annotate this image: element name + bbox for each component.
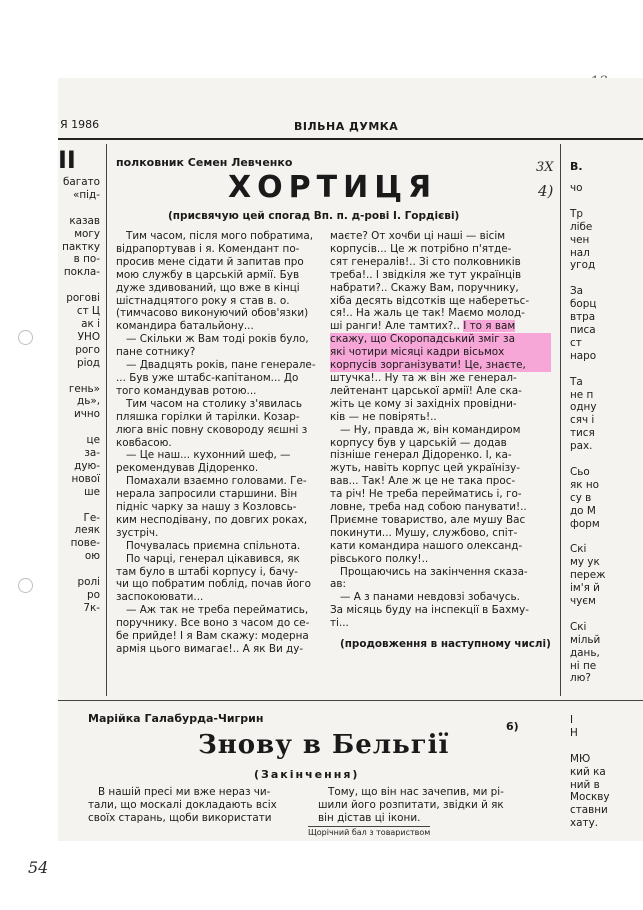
text-span: ші ранги! Але тамтих?.. <box>330 320 464 333</box>
article-line: Тому, що він нас зачепив, ми рі- <box>328 786 504 798</box>
fragment-line: ний в <box>570 778 600 791</box>
fragment-line: за- <box>84 447 100 460</box>
fragment-line: наро <box>570 349 597 362</box>
fragment-line: су в <box>570 491 592 504</box>
article-line: рівського полку!.. <box>330 552 429 565</box>
article-line <box>330 320 551 333</box>
article-line: покинути... Мушу, службово, спіт- <box>330 526 518 539</box>
fragment-line: кий ка <box>570 765 606 778</box>
fragment-line: 7к- <box>83 601 100 614</box>
handwritten-side-note: 3Х <box>536 160 554 175</box>
article-dedication: (присвячую цей спогад Вп. п. д-рові І. Гордієві) <box>168 210 460 222</box>
fragment-line <box>570 608 606 621</box>
article-line: ловне, треба над собою панувати!.. <box>330 501 527 514</box>
article-line: корпусу був у царській — додав <box>330 436 507 449</box>
fragment-line: рогові <box>66 292 100 305</box>
fragment-line: ролі <box>77 576 100 589</box>
fragment-line: ріод <box>76 356 100 369</box>
fragment-line: За <box>570 285 584 298</box>
article-column-1 <box>116 230 316 656</box>
article-line: скажу, що Скоропадський зміг за <box>330 333 551 346</box>
fragment-line: борц <box>570 298 597 311</box>
fragment-line: ім'я й <box>570 582 600 595</box>
fragment-line: могу <box>74 227 100 240</box>
fragment-line: ст <box>570 336 582 349</box>
article-line: набрати?.. Скажу Вам, поручнику, <box>330 281 519 294</box>
article-line: ав: <box>330 578 346 591</box>
handwritten-side-note-2: 4) <box>538 182 554 200</box>
masthead-newspaper: ВІЛЬНА ДУМКА <box>294 120 399 133</box>
article-line: бе прийде! І я Вам скажу: модерна <box>116 630 309 643</box>
fragment-line: ні пе <box>570 659 597 672</box>
fragment-line: в по- <box>73 253 100 266</box>
article-line: лейтенант царської армії! Але ска- <box>330 384 522 397</box>
article-line: мою службу в царській армії. Був <box>116 268 300 281</box>
fragment-line: це <box>86 434 100 447</box>
fragment-line: Скі <box>570 620 587 633</box>
fragment-line: І <box>570 714 574 726</box>
fragment-line: втра <box>570 311 596 324</box>
article-line: ким несподівану, по довгих роках, <box>116 513 308 526</box>
fragment-line: нової <box>71 472 100 485</box>
right-column-fragments <box>570 182 606 685</box>
fragment-line: ше <box>84 485 100 498</box>
article2-column-2 <box>318 786 504 825</box>
article-line: пане сотнику? <box>116 346 196 359</box>
fragment-line: пактку <box>62 240 100 253</box>
article-line: По чарці, генерал цікавився, як <box>126 552 300 565</box>
binder-hole <box>18 330 33 345</box>
article-line: ковбасою. <box>116 436 172 449</box>
fragment-line: ично <box>73 408 100 421</box>
fragment-line: форм <box>570 517 600 530</box>
section-rule <box>58 700 643 701</box>
article-line: (продовження в наступному числі) <box>340 638 551 651</box>
fragment-line: угод <box>570 259 596 272</box>
article2-author: Марійка Галабурда-Чигрин <box>88 712 264 725</box>
fragment-line: нал <box>570 246 590 259</box>
right-bottom-fragments <box>570 714 610 830</box>
article-line: ... Був уже штабс-капітаном... До <box>116 371 299 384</box>
fragment-line: одну <box>570 401 597 414</box>
article-line: Тим часом, після мого побратима, <box>126 230 314 242</box>
article-line: сят генералів!.. Зі сто полковників <box>330 255 521 268</box>
fragment-line: ставни <box>570 804 608 817</box>
right-column-heading: В. <box>570 160 583 173</box>
article-line: та річ! Не треба перейматись і, го- <box>330 488 522 501</box>
fragment-line <box>570 453 606 466</box>
fragment-line: покла- <box>63 266 100 279</box>
fragment-line: чуєм <box>570 595 596 607</box>
binder-hole <box>18 578 33 593</box>
article-line: маєте? От хочби ці наші — вісім <box>330 230 506 242</box>
masthead-rule <box>58 138 643 140</box>
article-line: чи що побратим поблід, почав його <box>116 578 311 591</box>
fragment-line <box>60 202 100 215</box>
fragment-line: пове- <box>70 537 100 550</box>
fragment-line: МЮ <box>570 752 591 765</box>
fragment-line: Н <box>570 726 578 739</box>
article-line: За місяць буду на інспекції в Бахму- <box>330 604 529 617</box>
article-line: корпусів зорганізувати! Це, знаєте, <box>330 359 551 372</box>
fragment-line: УНО <box>77 330 100 343</box>
article2-subtitle: (Закінчення) <box>254 768 360 781</box>
article-line: Приємне товариство, але мушу Вас <box>330 513 526 526</box>
article-line: штучка!.. Ну та ж він же генерал- <box>330 371 517 384</box>
masthead-date: Я 1986 <box>60 118 100 131</box>
column-divider-right <box>560 144 561 696</box>
fragment-line <box>570 195 606 208</box>
fragment-line <box>60 279 100 292</box>
fragment-line: тися <box>570 427 595 440</box>
article-line: (тимчасово виконуючий обов'язки) <box>116 307 309 320</box>
article-line: ся!.. На жаль це так! Маємо молод- <box>330 307 525 320</box>
article2-title: Знову в Бельгії <box>198 730 450 760</box>
fragment-line: дую- <box>74 459 100 472</box>
fragment-line: не п <box>570 388 594 401</box>
article-author: полковник Семен Левченко <box>116 156 293 169</box>
handwritten-bottom-number: 54 <box>28 858 49 877</box>
fragment-line: лібе <box>570 220 593 233</box>
article-line: пізніше генерал Дідоренко. І, ка- <box>330 449 512 462</box>
article-line: ті... <box>330 617 349 630</box>
article-line: В нашій пресі ми вже нераз чи- <box>98 786 271 798</box>
footer-strip: Щорічний бал з товариством <box>308 828 431 837</box>
fragment-line: Тр <box>570 207 583 220</box>
fragment-line <box>60 563 100 576</box>
fragment-line: ро <box>87 589 100 601</box>
fragment-line <box>570 740 610 753</box>
article-line: там було в штабі корпусу і, бачу- <box>116 565 299 578</box>
article-line: того командував ротою... <box>116 384 257 397</box>
fragment-line: Та <box>570 375 583 388</box>
fragment-line: ак і <box>81 317 100 330</box>
left-column-heading: ІІ <box>58 146 76 174</box>
fragment-line <box>60 499 100 512</box>
article-line: тали, що москалі докладають всіх <box>88 798 277 811</box>
article-line: шістнадцятого року я став в. о. <box>116 294 290 307</box>
fragment-line: лю? <box>570 672 591 685</box>
article-line: підніс чарку за нашу з Козловсь- <box>116 501 297 514</box>
fragment-line <box>570 272 606 285</box>
fragment-line: казав <box>69 214 100 227</box>
article-line: командира батальйону... <box>116 320 254 333</box>
article-line: він дістав ці ікони. <box>318 811 421 824</box>
fragment-line: «під- <box>73 188 100 201</box>
article-line: — А з панами невдовзі зобачусь. <box>340 591 520 604</box>
article-line: шили його розпитати, звідки й як <box>318 798 504 811</box>
article-line: вав... Так! Але ж це не така прос- <box>330 475 516 488</box>
fragment-line <box>570 363 606 376</box>
fragment-line: багато <box>62 176 100 188</box>
column-divider-left <box>106 144 107 696</box>
article-line: Почувалась приємна спільнота. <box>126 539 301 552</box>
article-line: жіть це кому зі західніх провідни- <box>330 397 517 410</box>
article-line: заспокоювати... <box>116 591 204 604</box>
article-line: люга вніс повну сковороду яєшні з <box>116 423 308 436</box>
fragment-line: му ук <box>570 556 600 569</box>
article-line: корпусів... Це ж потрібно п'ятде- <box>330 242 512 255</box>
fragment-line: Ге- <box>83 511 100 524</box>
article-line: пляшка горілки й тарілки. Козар- <box>116 410 300 423</box>
article-line: нерала запросили старшини. Він <box>116 488 298 501</box>
article-line: які чотири місяці кадри вісьмох <box>330 346 551 359</box>
fragment-line: дь», <box>77 395 100 408</box>
fragment-line: рого <box>75 343 100 356</box>
fragment-line: Скі <box>570 543 587 556</box>
article-line: зустріч. <box>116 526 159 539</box>
fragment-line: як но <box>570 478 599 491</box>
fragment-line: Сьо <box>570 465 590 478</box>
article-title: ХОРТИЦЯ <box>228 170 438 205</box>
article-line: армія цього вимагає!.. А як Ви ду- <box>116 643 304 655</box>
left-column-fragments <box>60 176 100 615</box>
fragment-line: гень» <box>68 382 100 395</box>
fragment-line: чен <box>570 233 590 246</box>
article-line: — Це наш... кухонний шеф, — <box>126 449 291 462</box>
fragment-line: мільй <box>570 633 601 646</box>
article-line: відрапортував і я. Комендант по- <box>116 242 300 255</box>
fragment-line: переж <box>570 569 606 582</box>
article2-column-1 <box>88 786 277 825</box>
fragment-line <box>570 530 606 543</box>
article-line: своїх старань, щоби використати <box>88 811 272 824</box>
highlighted-text: І то я вам <box>463 320 516 333</box>
fragment-line: сяч і <box>570 414 595 427</box>
article-line: рекомендував Дідоренко. <box>116 462 259 475</box>
fragment-line: дань, <box>570 646 600 659</box>
fragment-line: до М <box>570 504 596 517</box>
article-line: дуже здивований, що вже в кінці <box>116 281 300 294</box>
article-line: Тим часом на столику з'явилась <box>126 397 303 410</box>
article-line: Прощаючись на закінчення сказа- <box>340 565 528 578</box>
fragment-line: Москву <box>570 791 610 804</box>
fragment-line: чо <box>570 182 583 194</box>
fragment-line <box>60 370 100 383</box>
article-line: — Ну, правда ж, він командиром <box>340 423 521 436</box>
article-line: кати командира нашого олександ- <box>330 539 523 552</box>
article-line: хіба десять відсотків ще наберетьс- <box>330 294 530 307</box>
article-line: — Скільки ж Вам тоді років було, <box>126 333 309 346</box>
fragment-line: ст Ц <box>76 305 100 318</box>
article-line: — Аж так не треба перейматись, <box>126 604 309 617</box>
article-line: треба!.. І звідкіля же тут українців <box>330 268 522 281</box>
fragment-line <box>60 421 100 434</box>
article-line: — Двадцять років, пане генерале- <box>126 359 316 372</box>
article-line: Помахали взаємно головами. Ге- <box>126 475 307 488</box>
article-column-2 <box>330 230 551 651</box>
article-line: просив мене сідати й запитав про <box>116 255 304 268</box>
fragment-line: писа <box>570 323 596 336</box>
article2-number: 6) <box>506 720 519 733</box>
article-line: ків — не повірять!.. <box>330 410 437 423</box>
newspaper-clipping <box>58 78 643 841</box>
article-line: поручнику. Все воно з часом до се- <box>116 617 310 630</box>
fragment-line: ою <box>84 550 100 563</box>
article-line: жуть, навіть корпус цей українізу- <box>330 462 521 475</box>
fragment-line: хату. <box>570 817 599 830</box>
fragment-line: рах. <box>570 440 593 453</box>
fragment-line: леяк <box>74 524 100 537</box>
